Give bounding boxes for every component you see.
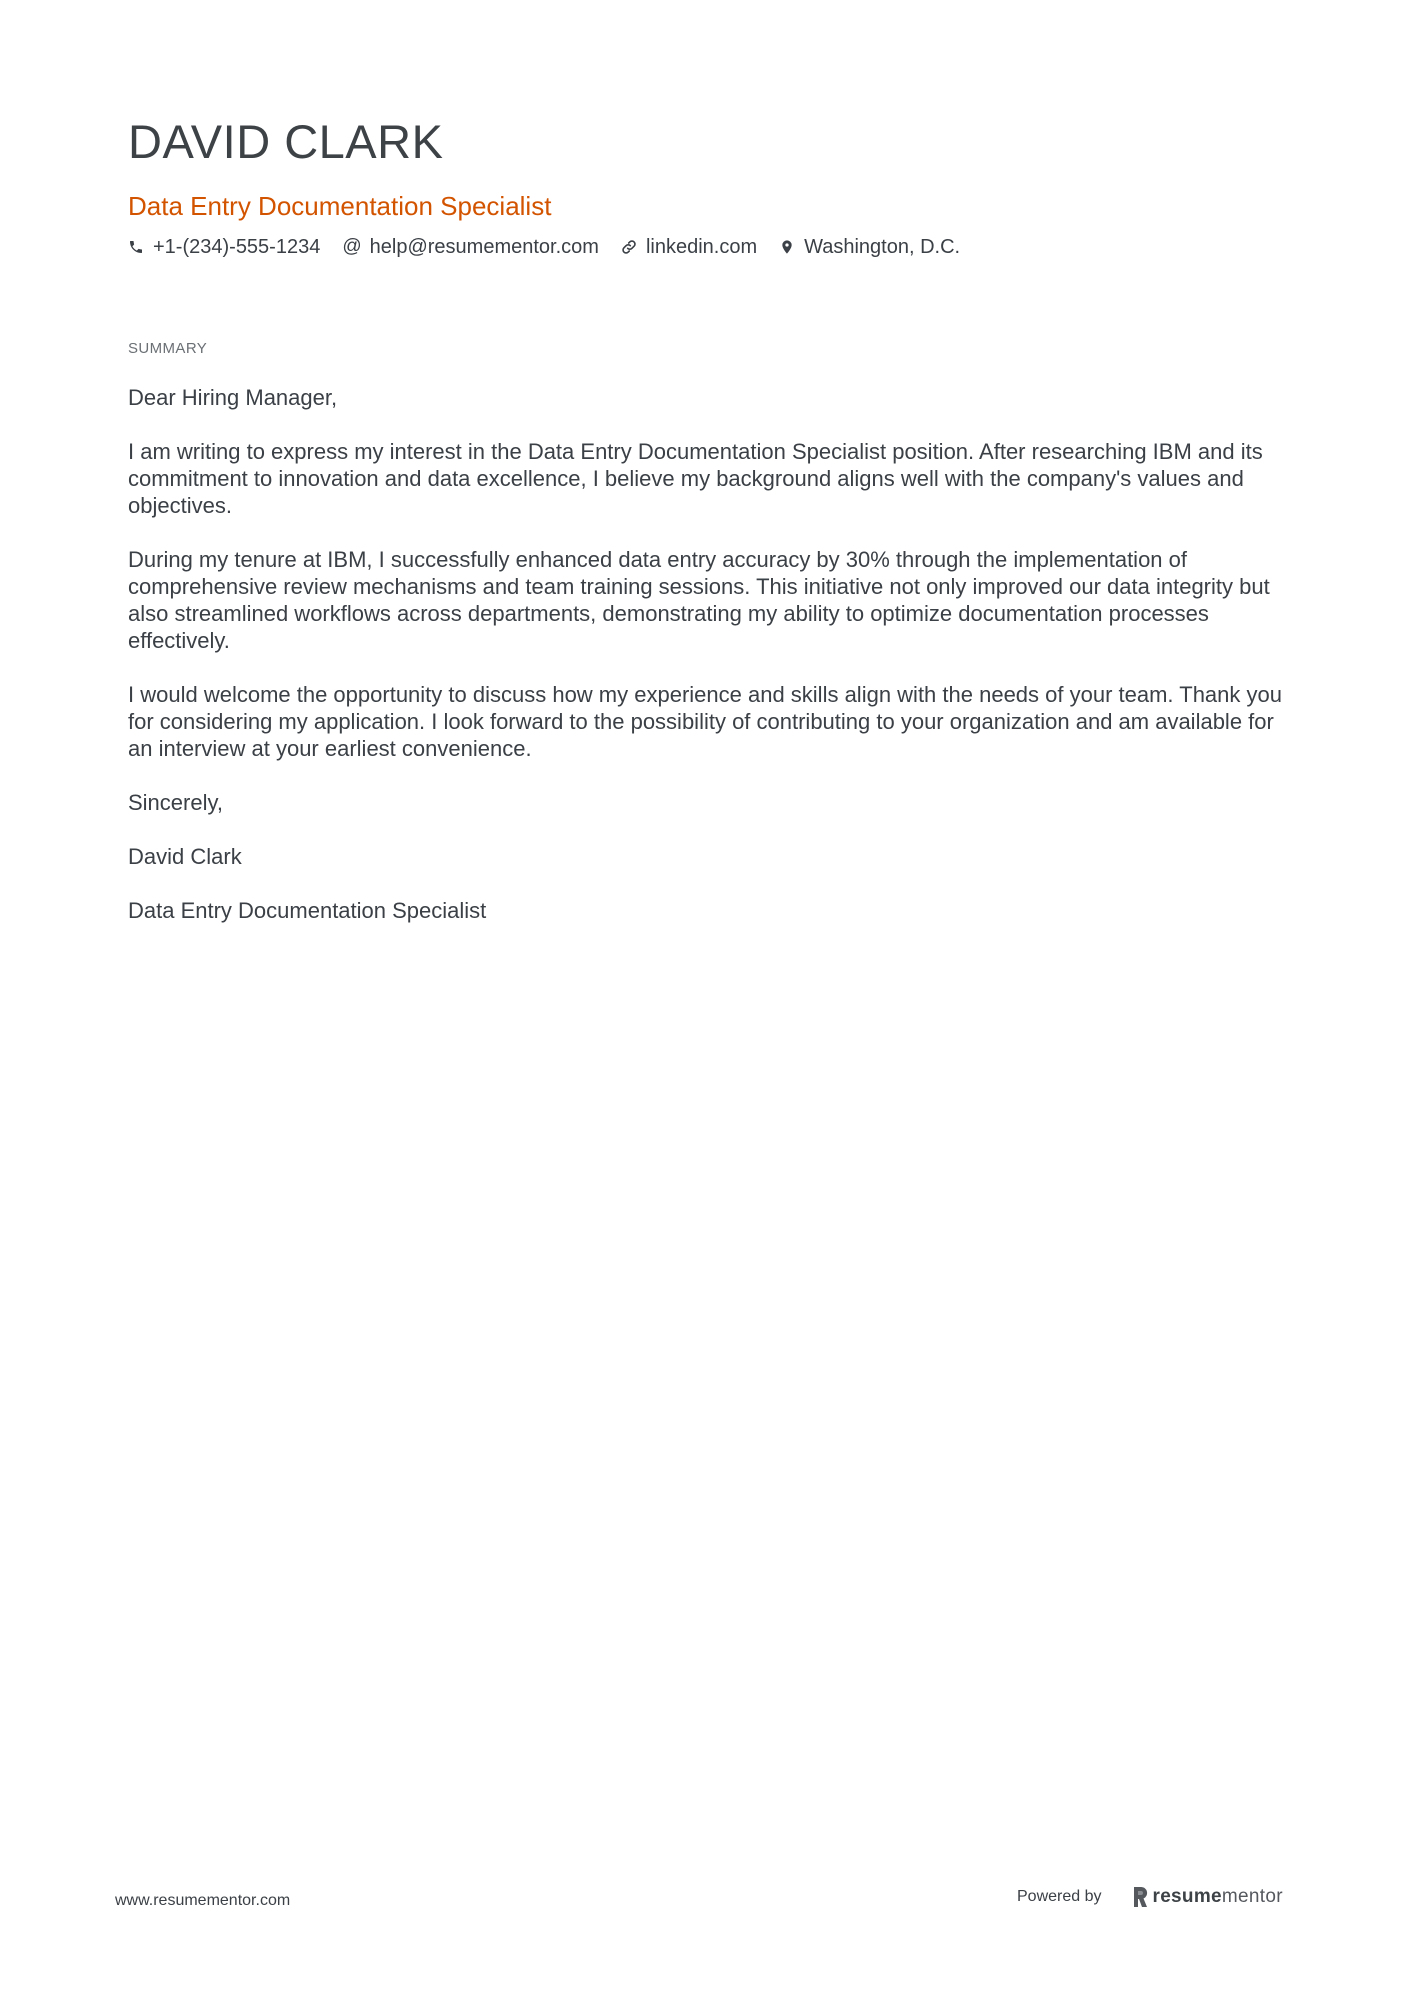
letter-body	[128, 384, 1293, 951]
footer-branding	[1017, 1886, 1283, 1908]
brand-name-part2: mentor	[1221, 1886, 1283, 1907]
phone-text: +1-(234)-555-1234	[153, 236, 321, 258]
link-icon	[621, 239, 637, 255]
brand-name-part1: resume	[1152, 1886, 1222, 1907]
resumementor-logo-icon	[1132, 1887, 1148, 1907]
contact-bar	[128, 234, 1288, 260]
location-text: Washington, D.C.	[804, 236, 961, 258]
signature-title: Data Entry Documentation Specialist	[128, 898, 487, 923]
letter-paragraph: I would welcome the opportunity to discuss how my experience and skills align with the needs of your team. Thank you for considering my application. I look forward to the possibility of contributing to your organization and am available for an interview at your earliest convenience.	[128, 682, 1282, 761]
powered-by-text: Powered by	[1017, 1888, 1102, 1905]
job-title: Data Entry Documentation Specialist	[128, 191, 552, 221]
summary-heading: SUMMARY	[128, 340, 208, 357]
letter-paragraph: I am writing to express my interest in the Data Entry Documentation Specialist position. After researching IBM and its commitment to innovation and data excellence, I believe my background aligns well with the company's values and objectives.	[128, 439, 1263, 518]
phone-icon	[128, 239, 144, 255]
header	[128, 112, 1288, 260]
contact-location	[779, 234, 960, 260]
closing: Sincerely,	[128, 790, 223, 815]
signature-name: David Clark	[128, 844, 242, 869]
contact-phone	[128, 234, 320, 260]
email-icon: @	[342, 236, 362, 257]
contact-website	[621, 234, 757, 260]
website-text[interactable]: linkedin.com	[645, 236, 758, 258]
greeting: Dear Hiring Manager,	[128, 385, 338, 410]
candidate-name: DAVID CLARK	[128, 115, 444, 168]
email-text[interactable]: help@resumementor.com	[369, 236, 599, 258]
location-icon	[779, 239, 795, 255]
footer-website[interactable]: www.resumementor.com	[115, 1892, 291, 1909]
contact-email	[342, 234, 599, 260]
letter-paragraph: During my tenure at IBM, I successfully enhanced data entry accuracy by 30% through the implementation of comprehensive review mechanisms and team training sessions. This initiative not only improved our data integrity but also streamlined workflows across departments, demonstrating my ability to optimize documentation processes effectively.	[128, 547, 1270, 653]
brand-logo[interactable]	[1132, 1886, 1283, 1908]
